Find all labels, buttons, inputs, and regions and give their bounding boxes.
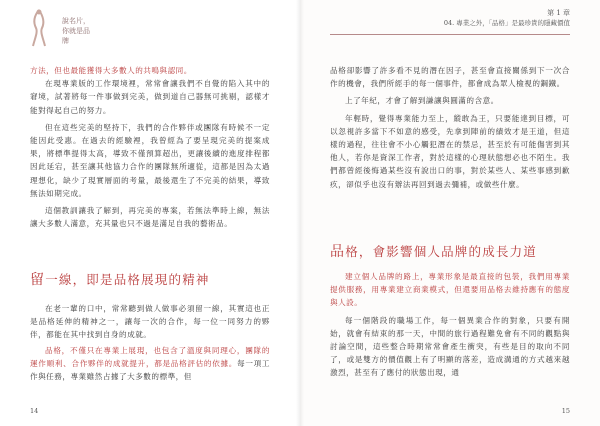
running-head-right <box>444 8 570 28</box>
page-number-left: 14 <box>30 407 39 415</box>
book-title-line2: 你就是品牌 <box>62 27 90 45</box>
right-body-bottom <box>330 270 570 380</box>
left-para-4: 這個教訓讓我了解到，再完美的專案，若無法準時上線，無法讓大多數人滿意，充其量也只不過是滿足自我的藝術品。 <box>30 206 270 229</box>
left-para-3: 但在這些完美的堅持下，我們的合作夥伴或團隊有時候不一定能因此受惠。在過去的經驗裡，我曾經為了要呈現完美的提案成果，將標準提得太高，導致不僅預算超出，更讓後續的進度排程都因此延宕，甚至讓其他協力合作的團隊無所適從，這都是因為太過理想化，缺少了現實層面的考量，最後還生了不完美的結果，導致無法如期完成。 <box>30 122 270 198</box>
left-body-bottom <box>30 302 270 383</box>
book-gutter <box>296 0 304 426</box>
figure-illustration-icon <box>30 8 48 48</box>
right-para-1: 品格卻影響了許多看不見的潛在因子，甚至會直接關係到下一次合作的機會，我們所經手的每一個事件，都會成為眾人檢視的鋼鐵。 <box>330 66 570 89</box>
left-para-5: 在老一輩的口中，常常聽到做人做事必須留一線，其實這也正是品格延伸的精神之一，讓每一次的合作，每一位一同努力的夥伴，都能在其中找到自身的成就。 <box>30 304 270 340</box>
header-rule <box>330 34 570 35</box>
right-para-5: 每一個階段的職場工作，每一個異業合作的對象，只要有開始，就會有結束的那一天，中間的旅行過程難免會有不同的觀點與討論空間，這些整合時期常常會產生衝突，有些是目的取向不同了，或是雙方的價值觀上有了明顯的落差，造成溝通的方式越來越激烈，甚至有了應付的狀態出現，通 <box>330 315 570 378</box>
left-section-heading <box>30 272 270 288</box>
right-body-top <box>330 64 570 191</box>
right-para-3: 年輕時，覺得專業能力至上，縱敢為王，只要能達到目標，可以忽視許多當下不如意的感受，先拿到陣前的績效才是王道，但這樣的過程，往往會不小心觸犯潛在的禁忌，甚至於有可能傷害到其他人，若你是資深工作者，對於這樣的心理狀態想必也不陌生。我們都曾經後悔過某些沒有說出口的事，對於某些人、某些事感到歉疚，卻似乎也沒有辦法再回到過去彌補，或做些什麼。 <box>330 113 570 189</box>
right-page <box>300 0 600 426</box>
left-heading-first-char: 留 <box>30 272 46 288</box>
left-heading-rest: 一線，即是品格展現的精神 <box>45 272 210 287</box>
page-number-right: 15 <box>561 407 570 415</box>
running-head-left <box>30 8 90 52</box>
section-title-label: 04. 專業之外，「品格」是最珍貴的隱藏價值 <box>443 19 570 27</box>
right-heading-rest: 格，會影響個人品牌的成長力道 <box>345 244 538 259</box>
left-para-1: 方法，但也最能獲得大多數人的共鳴與認同。 <box>30 66 192 75</box>
left-para-2: 在現專業版的工作環境裡，常常會讓我們不自覺的陷入其中的窘境，試著將每一件事做到完美，做到道自己器無可挑剔，認樣才能對得起自己的努力。 <box>30 79 270 115</box>
left-body-top <box>30 64 270 230</box>
right-para-4: 建立個人品牌的路上，專業形象是最直接的包裝，我們用專業提供服務，用專業建立商業模式，但還要用品格去維持應有的態度與人設。 <box>330 272 570 308</box>
book-title-line1: 說名片， <box>62 17 90 25</box>
left-para-6-rest: 每一項工作與任務，專業雖然占據了大多數的標準，但 <box>30 358 271 382</box>
left-para-6-accent: 品格，不僅只在專業上展現，也包含了溫度與同理心，團隊的運作順利、合作夥伴的成就提升，都是品格評估的依據。 <box>30 345 270 368</box>
right-heading-first-char: 品 <box>330 244 346 260</box>
chapter-label: 第 1 章 <box>547 9 570 17</box>
right-section-heading <box>330 244 570 260</box>
right-para-2: 上了年紀，才會了解到謙讓與圓滿的含意。 <box>345 96 499 106</box>
